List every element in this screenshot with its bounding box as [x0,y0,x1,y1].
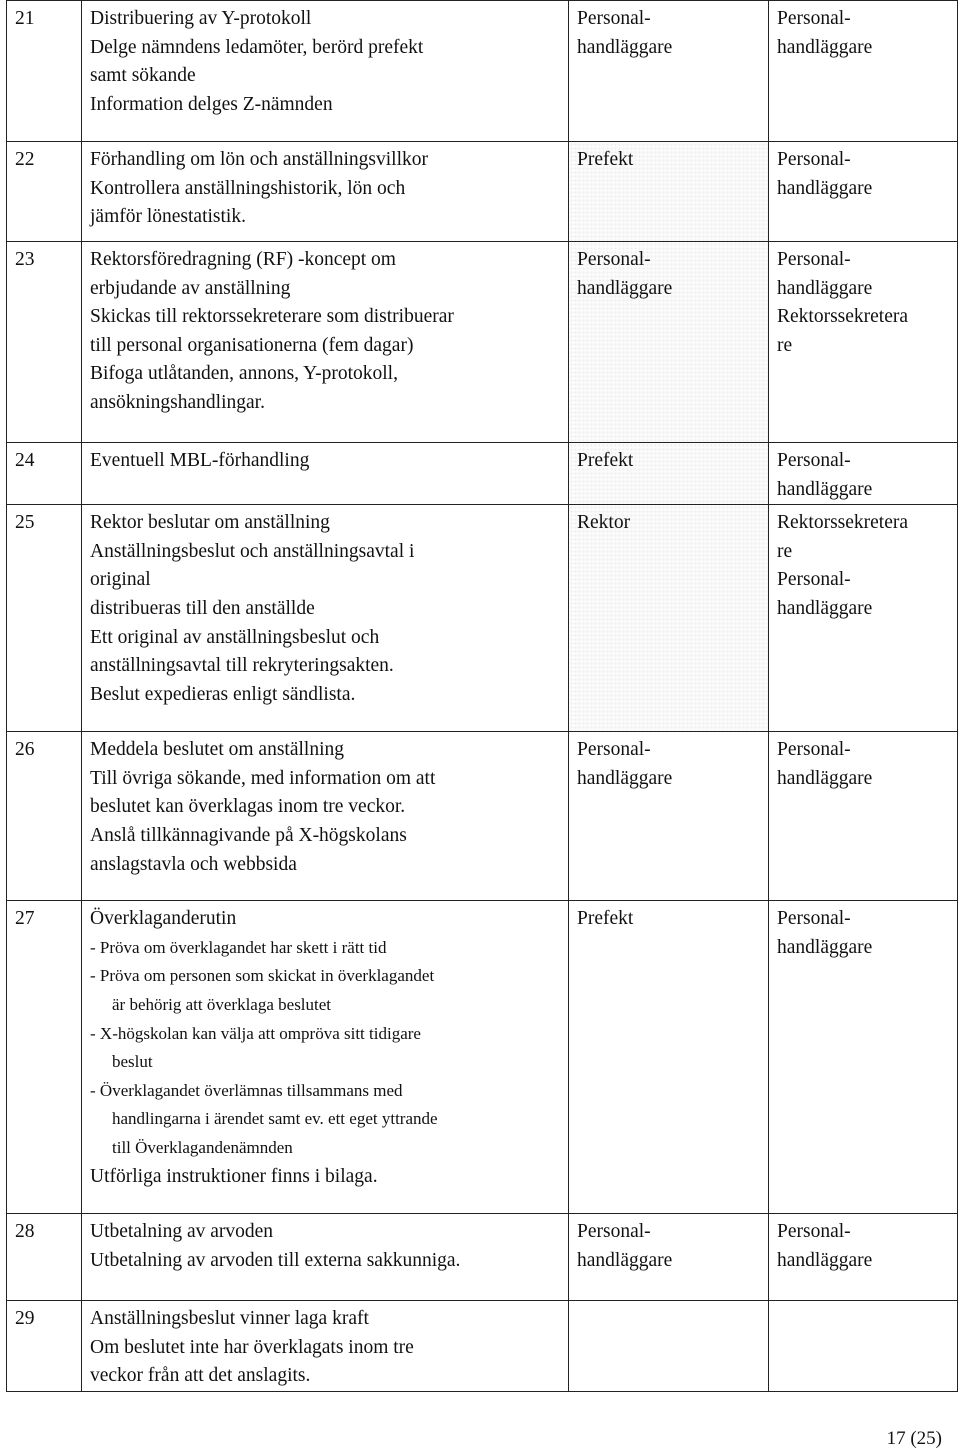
activity-line: Skickas till rektorssekreterare som distribuerar [90,306,454,328]
step-number: 24 [7,443,82,505]
step-number: 29 [7,1301,82,1392]
activity-line: Bifoga utlåtanden, annons, Y-protokoll, [90,363,398,385]
activity-line: till Överklagandenämnden [112,1137,293,1157]
table-row [7,1,958,142]
role-line: Personal- [777,149,851,170]
role-line: re [777,334,793,356]
responsible-cell [569,1214,769,1301]
role-line: handläggare [577,767,673,789]
activity-line: Distribuering av Y-protokoll [90,8,312,29]
activity-line: - X-högskolan kan välja att ompröva sitt tidigare [90,1023,421,1043]
table-row [7,142,958,242]
role-line: re [777,540,793,562]
executor-cell [769,1214,958,1301]
page-number: 17 (25) [886,1428,942,1449]
role-line: Personal- [577,8,651,29]
responsible-cell [569,1301,769,1392]
activity-line: Beslut expedieras enligt sändlista. [90,683,356,705]
activity-cell [82,505,569,732]
activity-line: Anställningsbeslut vinner laga kraft [90,1308,369,1330]
step-number: 28 [7,1214,82,1301]
role-line: Personal- [777,450,851,471]
activity-line: - Överklagandet överlämnas tillsammans med [90,1080,403,1100]
executor-cell [769,443,958,505]
role-line: Prefekt [577,149,634,170]
role-line: Rektorssekretera [777,512,909,534]
activity-line: Ett original av anställningsbeslut och [90,626,380,648]
executor-cell [769,1,958,142]
role-line: handläggare [777,1249,873,1271]
executor-cell [769,242,958,443]
role-line: Personal- [777,739,851,761]
activity-cell [82,242,569,443]
role-line: handläggare [777,597,873,619]
executor-cell [769,732,958,901]
activity-line: erbjudande av anställning [90,277,291,299]
activity-cell [82,443,569,505]
responsible-cell [569,242,769,443]
step-number: 26 [7,732,82,901]
activity-line: Information delges Z-nämnden [90,93,333,115]
activity-line: ansökningshandlingar. [90,391,265,413]
role-line: Prefekt [577,908,634,930]
role-line: handläggare [577,36,673,58]
activity-line: Utbetalning av arvoden [90,1221,274,1243]
role-line: Personal- [777,8,851,29]
step-number: 25 [7,505,82,732]
role-line: Rektor [577,512,631,534]
role-line: handläggare [777,767,873,789]
procedure-table [6,0,958,1392]
table-row [7,732,958,901]
activity-cell [82,1214,569,1301]
activity-line: Anställningsbeslut och anställningsavtal i [90,540,415,562]
role-line: handläggare [777,478,873,500]
role-line: handläggare [577,277,673,299]
activity-line: är behörig att överklaga beslutet [112,994,332,1014]
role-line: Personal- [577,249,651,270]
responsible-cell [569,443,769,505]
responsible-cell [569,732,769,901]
role-line: Personal- [577,739,651,761]
responsible-cell [569,901,769,1214]
activity-line: Överklaganderutin [90,908,237,930]
table-row [7,242,958,443]
activity-line: Rektorsföredragning (RF) -koncept om [90,249,396,270]
activity-line: distribueras till den anställde [90,597,315,619]
step-number: 21 [7,1,82,142]
activity-line: Utförliga instruktioner finns i bilaga. [90,1165,378,1187]
activity-line: veckor från att det anslagits. [90,1365,311,1387]
activity-line: Eventuell MBL-förhandling [90,450,310,471]
role-line: handläggare [777,177,873,199]
step-number: 23 [7,242,82,443]
role-line: Rektorssekretera [777,306,909,328]
role-line: Prefekt [577,450,634,471]
step-number: 22 [7,142,82,242]
activity-cell [82,901,569,1214]
executor-cell [769,1301,958,1392]
activity-line: jämför lönestatistik. [90,206,246,228]
activity-cell [82,142,569,242]
executor-cell [769,901,958,1214]
activity-line: Utbetalning av arvoden till externa sakkunniga. [90,1249,461,1271]
activity-line: anställningsavtal till rekryteringsakten. [90,655,394,677]
table-row [7,1214,958,1301]
activity-line: beslutet kan överklagas inom tre veckor. [90,796,406,818]
activity-line: anslagstavla och webbsida [90,853,297,875]
activity-line: beslut [112,1052,153,1072]
activity-line: Om beslutet inte har överklagats inom tre [90,1336,414,1358]
responsible-cell [569,505,769,732]
activity-line: Meddela beslutet om anställning [90,739,344,761]
role-line: Personal- [777,569,851,591]
activity-line: Rektor beslutar om anställning [90,512,330,534]
role-line: handläggare [577,1249,673,1271]
table-row [7,505,958,732]
activity-cell [82,1,569,142]
step-number: 27 [7,901,82,1214]
activity-line: - Pröva om personen som skickat in överklagandet [90,966,435,986]
role-line: handläggare [777,936,873,958]
activity-cell [82,732,569,901]
table-row [7,1301,958,1392]
activity-line: samt sökande [90,65,196,87]
role-line: Personal- [777,908,851,930]
activity-line: till personal organisationerna (fem dagar) [90,334,414,356]
activity-line: Delge nämndens ledamöter, berörd prefekt [90,36,424,58]
role-line: handläggare [777,36,873,58]
activity-cell [82,1301,569,1392]
responsible-cell [569,1,769,142]
table-row [7,901,958,1214]
activity-line: Till övriga sökande, med information om att [90,767,436,789]
executor-cell [769,505,958,732]
activity-line: original [90,569,151,591]
table-row [7,443,958,505]
responsible-cell [569,142,769,242]
activity-line: - Pröva om överklagandet har skett i rätt tid [90,937,387,957]
executor-cell [769,142,958,242]
activity-line: Kontrollera anställningshistorik, lön och [90,177,406,199]
role-line: Personal- [577,1221,651,1243]
activity-line: Förhandling om lön och anställningsvillkor [90,149,428,170]
role-line: handläggare [777,277,873,299]
role-line: Personal- [777,1221,851,1243]
activity-line: Anslå tillkännagivande på X-högskolans [90,824,407,846]
role-line: Personal- [777,249,851,270]
procedure-table-body [7,1,958,1392]
activity-line: handlingarna i ärendet samt ev. ett eget yttrande [112,1109,438,1129]
